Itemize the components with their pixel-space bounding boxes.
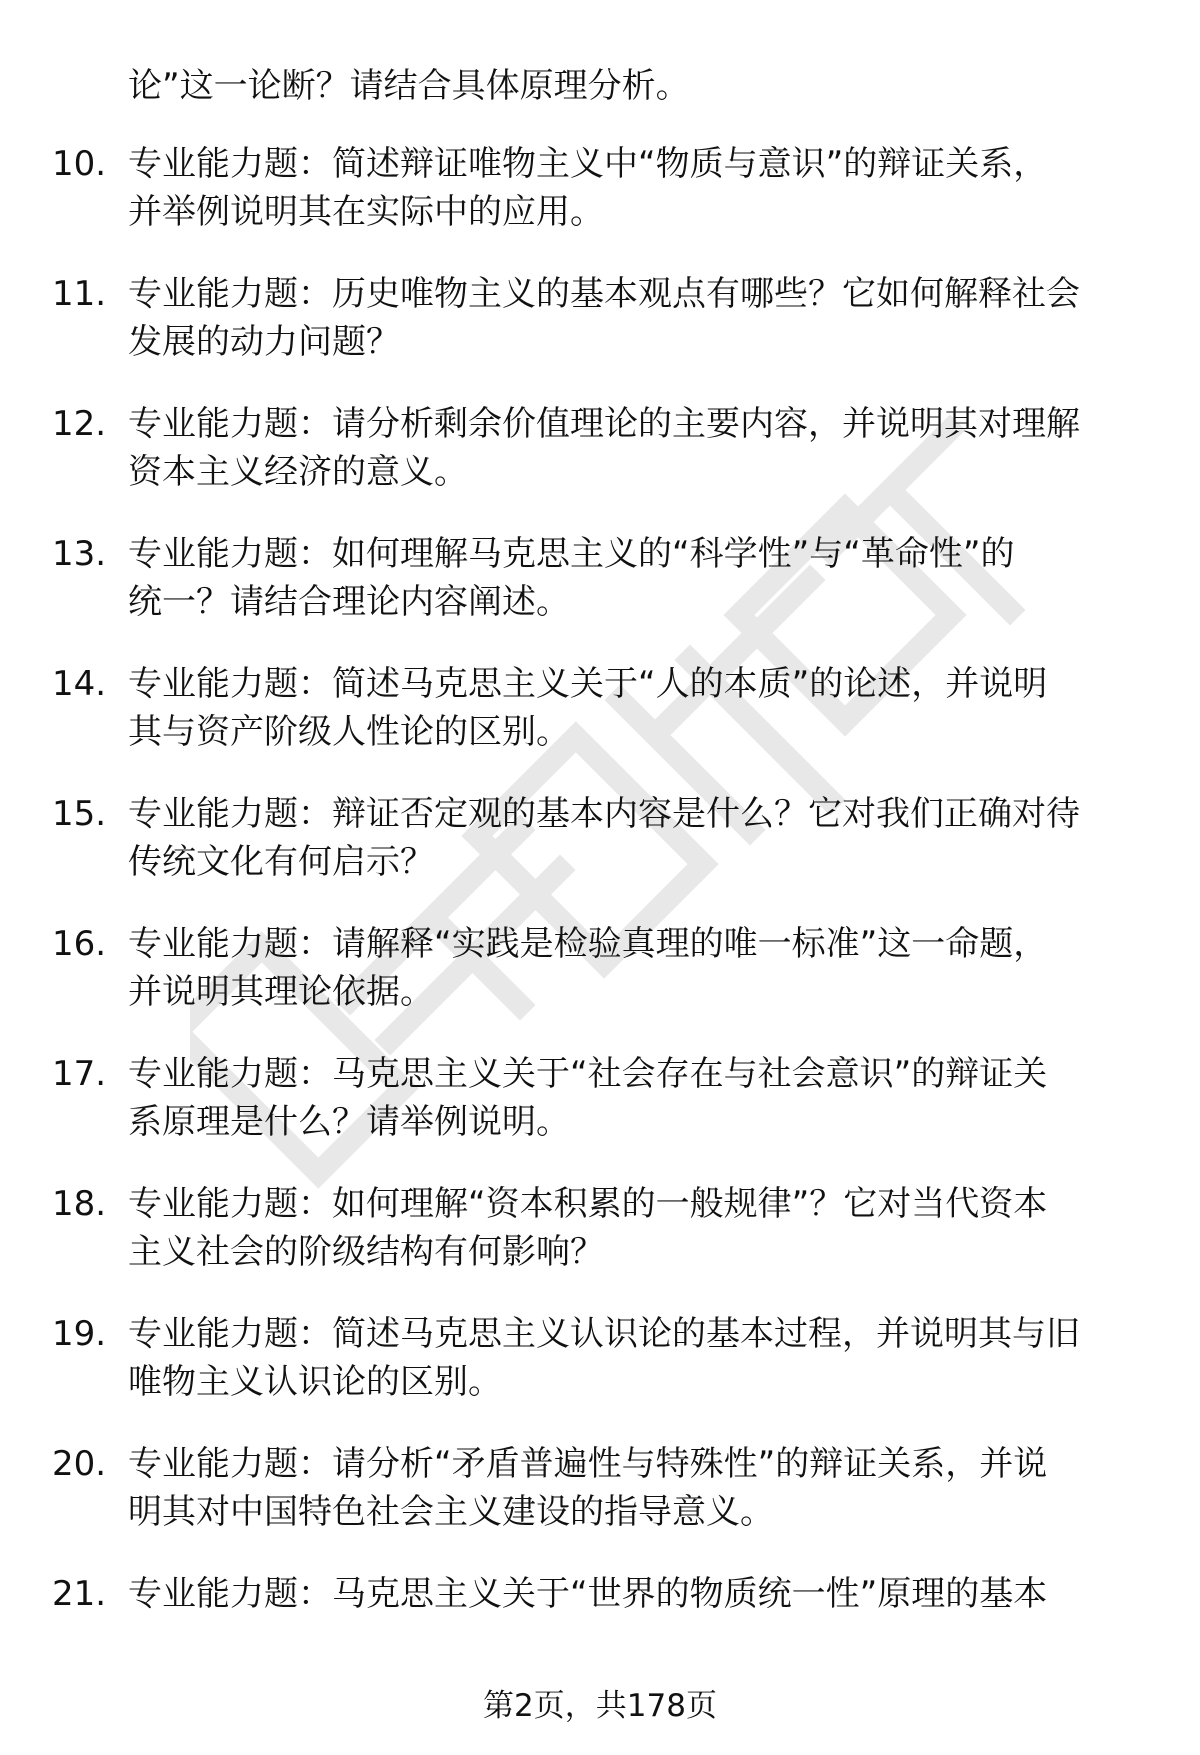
question-list [0, 140, 1200, 1700]
question-text-line: 专业能力题：如何理解“资本积累的一般规律”？它对当代资本 [128, 1184, 1048, 1224]
question-text-line: 专业能力题：辩证否定观的基本内容是什么？它对我们正确对待 [128, 794, 1080, 834]
question-number: 11. [52, 274, 107, 314]
question-number: 13. [52, 534, 107, 574]
question-item [0, 1570, 1200, 1679]
question-text-line: 统一？请结合理论内容阐述。 [128, 582, 570, 622]
question-text [128, 790, 1148, 886]
question-item [0, 660, 1200, 769]
question-number: 17. [52, 1054, 107, 1094]
question-number: 18. [52, 1184, 107, 1224]
question-item [0, 400, 1200, 509]
question-text [128, 270, 1148, 366]
question-text-line: 传统文化有何启示？ [128, 842, 434, 882]
question-item [0, 920, 1200, 1029]
question-item [0, 1440, 1200, 1549]
question-text-line: 专业能力题：马克思主义关于“社会存在与社会意识”的辩证关 [128, 1054, 1048, 1094]
question-number: 16. [52, 924, 107, 964]
question-text-line: 专业能力题：历史唯物主义的基本观点有哪些？它如何解释社会 [128, 274, 1080, 314]
question-number: 19. [52, 1314, 107, 1354]
question-text [128, 1050, 1148, 1146]
continuation-text: 论”这一论断？请结合具体原理分析。 [128, 66, 690, 106]
question-item [0, 1050, 1200, 1159]
question-number: 21. [52, 1574, 107, 1614]
question-text-line: 发展的动力问题？ [128, 322, 400, 362]
question-item [0, 1180, 1200, 1289]
question-number: 20. [52, 1444, 107, 1484]
question-number: 14. [52, 664, 107, 704]
question-text [128, 1180, 1148, 1276]
question-item [0, 140, 1200, 249]
question-item [0, 270, 1200, 379]
question-text-line: 专业能力题：简述马克思主义认识论的基本过程，并说明其与旧 [128, 1314, 1080, 1354]
question-item [0, 1310, 1200, 1419]
question-text-line: 资本主义经济的意义。 [128, 452, 468, 492]
question-item [0, 530, 1200, 639]
question-text-line: 并举例说明其在实际中的应用。 [128, 192, 604, 232]
question-text-line: 唯物主义认识论的区别。 [128, 1362, 502, 1402]
question-text [128, 660, 1148, 756]
question-text-line: 专业能力题：请分析剩余价值理论的主要内容，并说明其对理解 [128, 404, 1080, 444]
question-item [0, 790, 1200, 899]
question-text-line: 专业能力题：请解释“实践是检验真理的唯一标准”这一命题， [128, 924, 1048, 964]
question-text-line: 其与资产阶级人性论的区别。 [128, 712, 570, 752]
question-number: 10. [52, 144, 107, 184]
question-text-line: 主义社会的阶级结构有何影响？ [128, 1232, 604, 1272]
question-text-line: 系原理是什么？请举例说明。 [128, 1102, 570, 1142]
question-text [128, 530, 1148, 626]
question-text-line: 专业能力题：简述马克思主义关于“人的本质”的论述，并说明 [128, 664, 1048, 704]
question-text-line: 明其对中国特色社会主义建设的指导意义。 [128, 1492, 774, 1532]
question-number: 15. [52, 794, 107, 834]
question-text [128, 1310, 1148, 1406]
question-text [128, 400, 1148, 496]
question-number: 12. [52, 404, 107, 444]
question-text [128, 140, 1148, 236]
question-text-line: 专业能力题：如何理解马克思主义的“科学性”与“革命性”的 [128, 534, 1015, 574]
question-text [128, 920, 1148, 1016]
question-text-line: 专业能力题：请分析“矛盾普遍性与特殊性”的辩证关系，并说 [128, 1444, 1048, 1484]
question-text-line: 并说明其理论依据。 [128, 972, 434, 1012]
question-text-line: 专业能力题：简述辩证唯物主义中“物质与意识”的辩证关系， [128, 144, 1048, 184]
question-text [128, 1570, 1148, 1618]
page-footer: 第2页，共178页 [483, 1688, 717, 1724]
question-text-line: 专业能力题：马克思主义关于“世界的物质统一性”原理的基本 [128, 1574, 1048, 1614]
question-text [128, 1440, 1148, 1536]
